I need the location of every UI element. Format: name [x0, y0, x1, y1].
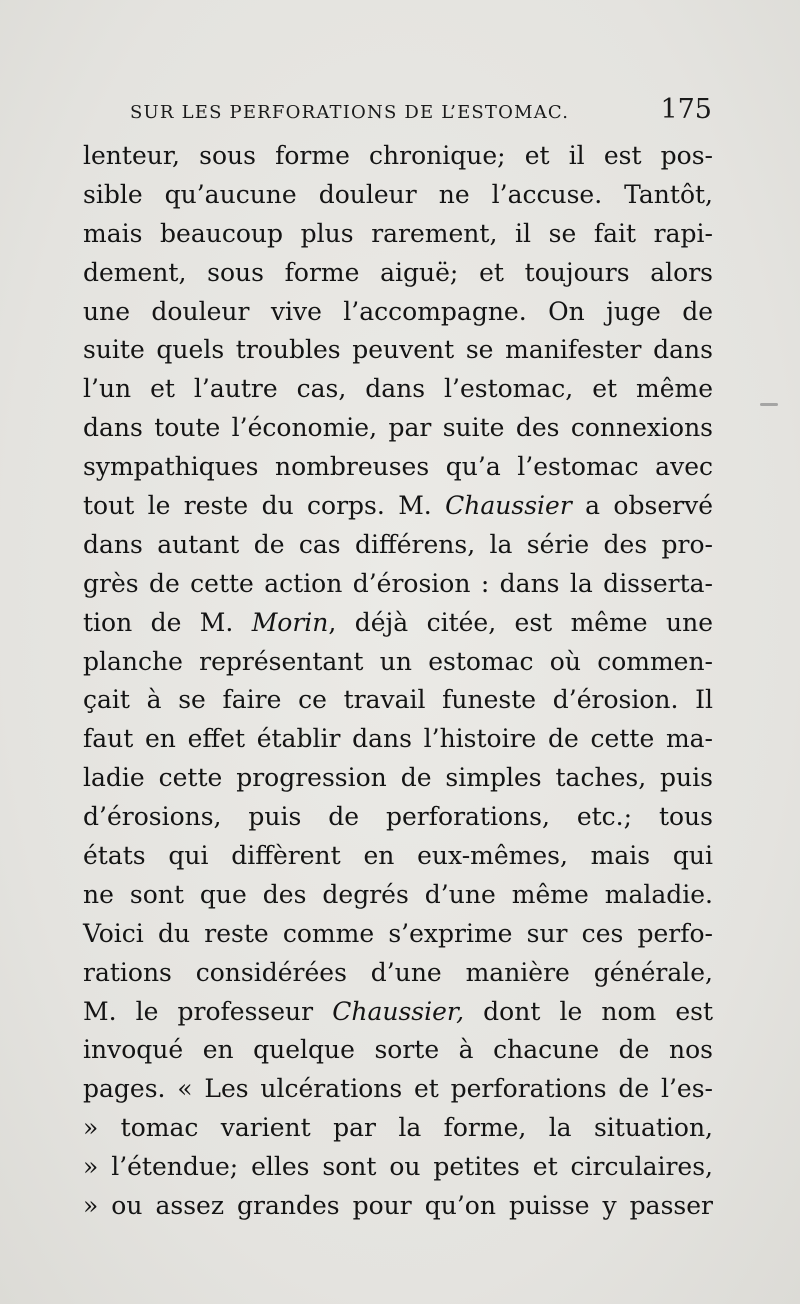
running-title: SUR LES PERFORATIONS DE L’ESTOMAC. — [130, 102, 570, 123]
text-line: » ou assez grandes pour qu’on puisse y passer — [83, 1191, 713, 1221]
text-line: » l’étendue; elles sont ou petites et circulaires, — [83, 1152, 713, 1182]
text-line: planche représentant un estomac où commen- — [83, 646, 713, 676]
text-line: M. le professeur Chaussier, dont le nom est — [83, 996, 713, 1026]
text-line: » tomac varient par la forme, la situation, — [83, 1113, 713, 1143]
text-line: pages. « Les ulcérations et perforations de l’es- — [83, 1074, 713, 1104]
author-name: Chaussier — [445, 491, 572, 521]
author-name: Morin — [251, 607, 329, 637]
text-line: invoqué en quelque sorte à chacune de nos — [83, 1035, 713, 1065]
text-line: faut en effet établir dans l’histoire de cette ma- — [83, 724, 713, 754]
text-line: sible qu’aucune douleur ne l’accuse. Tantôt, — [83, 179, 713, 209]
text-line: l’un et l’autre cas, dans l’estomac, et même — [83, 374, 713, 404]
text-line: tout le reste du corps. M. Chaussier a observé — [83, 491, 713, 521]
text-line: ne sont que des degrés d’une même maladie. — [83, 879, 713, 909]
text-line: ladie cette progression de simples taches, puis — [83, 763, 713, 793]
text-line: une douleur vive l’accompagne. On juge de — [83, 296, 713, 326]
text-line: Voici du reste comme s’exprime sur ces perfo- — [83, 918, 713, 948]
text-line: dans toute l’économie, par suite des connexions — [83, 413, 713, 443]
author-name: Chaussier, — [332, 996, 465, 1026]
text-line: çait à se faire ce travail funeste d’érosion. Il — [83, 685, 713, 715]
text-line: rations considérées d’une manière générale, — [83, 957, 713, 987]
text-line: suite quels troubles peuvent se manifester dans — [83, 335, 713, 365]
text-line: dans autant de cas différens, la série des pro- — [83, 529, 713, 559]
text-line: d’érosions, puis de perforations, etc.; tous — [83, 802, 713, 832]
page-header — [130, 94, 712, 134]
text-line: sympathiques nombreuses qu’a l’estomac avec — [83, 452, 713, 482]
text-line: lenteur, sous forme chronique; et il est pos- — [83, 141, 713, 170]
text-line: états qui diffèrent en eux-mêmes, mais qui — [83, 841, 713, 871]
text-line: tion de M. Morin, déjà citée, est même une — [83, 607, 713, 637]
page-number: 175 — [660, 94, 712, 125]
body-text — [83, 137, 713, 1226]
text-line: grès de cette action d’érosion : dans la disserta- — [83, 568, 713, 598]
margin-smudge — [760, 403, 778, 406]
text-line: mais beaucoup plus rarement, il se fait rapi- — [83, 218, 713, 248]
text-line: dement, sous forme aiguë; et toujours alors — [83, 257, 713, 287]
